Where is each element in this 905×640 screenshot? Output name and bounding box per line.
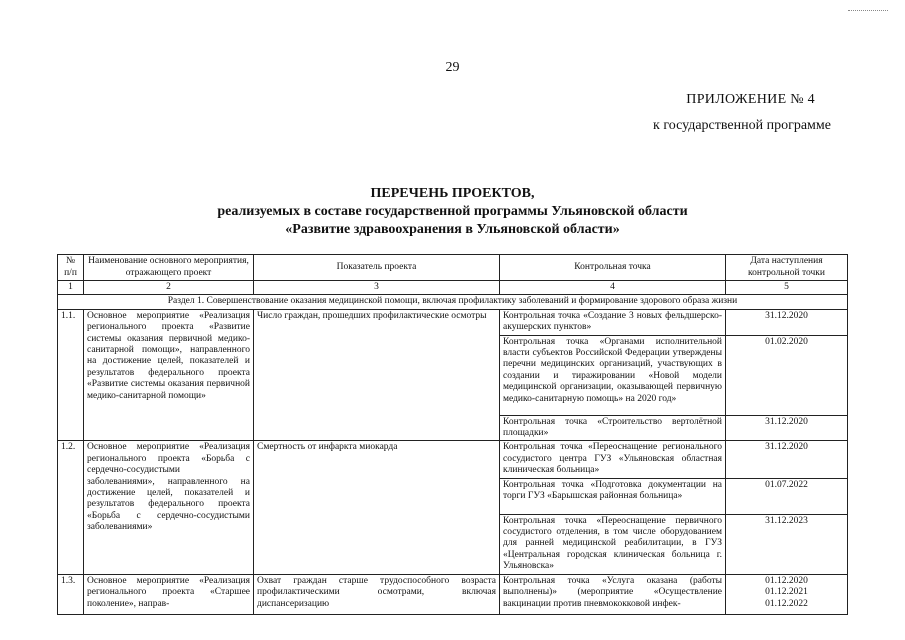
control-date: 01.12.2020 01.12.2021 01.12.2022 bbox=[726, 574, 848, 614]
table-index-row bbox=[58, 281, 848, 295]
control-point: Контрольная точка «Услуга оказана (работы выполнены)» (мероприятие «Осуществление вакцинации против пневмококковой инфек- bbox=[500, 574, 726, 614]
control-date: 31.12.2020 bbox=[726, 415, 848, 441]
control-point: Контрольная точка «Строительство вертолётной площадки» bbox=[500, 415, 726, 441]
row-indicator: Число граждан, прошедших профилактические осмотры bbox=[254, 309, 500, 441]
control-date: 01.07.2022 bbox=[726, 478, 848, 514]
heading-line-3: «Развитие здравоохранения в Ульяновской области» bbox=[285, 222, 620, 237]
index-cell: 5 bbox=[726, 281, 848, 295]
row-measure: Основное мероприятие «Реализация регионального проекта «Развитие системы оказания первичной медико-санитарной помощи», направленного на достижение целей, показателей и результатов федерального проекта «Развитие системы оказания первичной медико-санитарной помощи» bbox=[84, 309, 254, 441]
control-date: 01.02.2020 bbox=[726, 335, 848, 415]
table-row bbox=[58, 309, 848, 335]
index-cell: 4 bbox=[500, 281, 726, 295]
table-row bbox=[58, 441, 848, 478]
header-number: № п/п bbox=[58, 255, 84, 281]
control-point: Контрольная точка «Подготовка документации на торги ГУЗ «Барышская районная больница» bbox=[500, 478, 726, 514]
index-cell: 2 bbox=[84, 281, 254, 295]
table-row bbox=[58, 574, 848, 614]
header-measure: Наименование основного мероприятия, отражающего проект bbox=[84, 255, 254, 281]
header-indicator: Показатель проекта bbox=[254, 255, 500, 281]
row-measure: Основное мероприятие «Реализация регионального проекта «Борьба с сердечно-сосудистыми заболеваниями», направленного на достижение целей, показателей и результатов федерального проекта «Борьба с сердечно-сосудистыми заболеваниями» bbox=[84, 441, 254, 574]
header-date: Дата наступления контрольной точки bbox=[726, 255, 848, 281]
appendix-subtitle: к государственной программе bbox=[653, 118, 831, 133]
control-point: Контрольная точка «Создание 3 новых фельдшерско-акушерских пунктов» bbox=[500, 309, 726, 335]
row-number: 1.2. bbox=[58, 441, 84, 574]
projects-table bbox=[57, 254, 848, 615]
control-date: 31.12.2020 bbox=[726, 309, 848, 335]
heading-line-1: ПЕРЕЧЕНЬ ПРОЕКТОВ, bbox=[370, 186, 535, 201]
row-number: 1.3. bbox=[58, 574, 84, 614]
row-indicator: Охват граждан старше трудоспособного возраста профилактическими осмотрами, включая диспансеризацию bbox=[254, 574, 500, 614]
section-row bbox=[58, 295, 848, 309]
corner-dots bbox=[848, 10, 888, 11]
control-date: 31.12.2023 bbox=[726, 514, 848, 574]
row-measure: Основное мероприятие «Реализация регионального проекта «Старшее поколение», направ- bbox=[84, 574, 254, 614]
row-number: 1.1. bbox=[58, 309, 84, 441]
table-header-row bbox=[58, 255, 848, 281]
header-control-point: Контрольная точка bbox=[500, 255, 726, 281]
page-number: 29 bbox=[445, 60, 460, 75]
row-indicator: Смертность от инфаркта миокарда bbox=[254, 441, 500, 574]
control-point: Контрольная точка «Переоснащение регионального сосудистого центра ГУЗ «Ульяновская областная клиническая больница» bbox=[500, 441, 726, 478]
index-cell: 3 bbox=[254, 281, 500, 295]
appendix-title: ПРИЛОЖЕНИЕ № 4 bbox=[686, 92, 815, 107]
index-cell: 1 bbox=[58, 281, 84, 295]
heading-line-2: реализуемых в составе государственной программы Ульяновской области bbox=[217, 204, 688, 219]
section-title: Раздел 1. Совершенствование оказания медицинской помощи, включая профилактику заболеваний и формирование здорового образа жизни bbox=[58, 295, 848, 309]
control-point: Контрольная точка «Переоснащение первичного сосудистого отделения, в том числе оборудованием для ранней медицинской реабилитации, в ГУЗ «Центральная городская клиническая больница г. Ульяновска» bbox=[500, 514, 726, 574]
control-point: Контрольная точка «Органами исполнительной власти субъектов Российской Федерации утверждены перечни медицинских организаций, участвующих в создании и тиражировании «Новой модели медицинской организации, оказывающей первичную медико-санитарную помощь» на 2020 год» bbox=[500, 335, 726, 415]
document-heading bbox=[0, 185, 905, 239]
control-date: 31.12.2020 bbox=[726, 441, 848, 478]
